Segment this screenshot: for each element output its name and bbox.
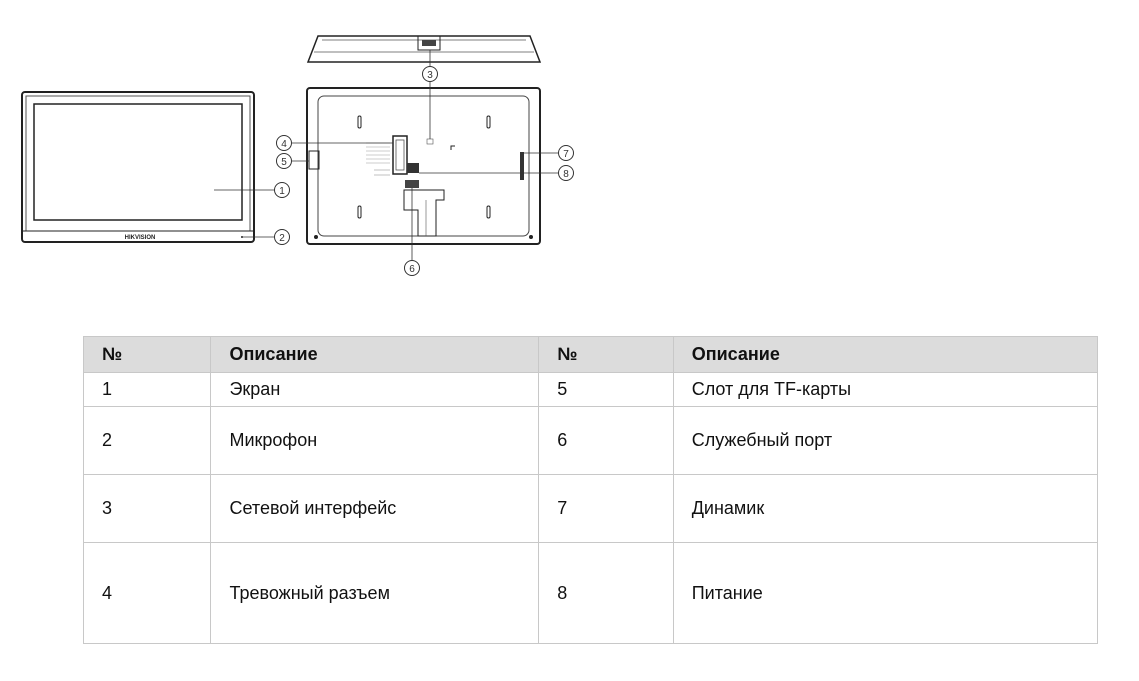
table-header-row: [84, 337, 1098, 373]
callout-3: 3: [427, 70, 433, 81]
header-description-1: Описание: [211, 337, 539, 373]
callout-4: 4: [281, 139, 287, 150]
callout-2: 2: [279, 233, 285, 244]
cell-description: Тревожный разъем: [211, 543, 539, 644]
table-row: [84, 543, 1098, 644]
cell-number: 5: [539, 373, 673, 407]
cell-description: Служебный порт: [673, 407, 1097, 475]
top-view: [308, 36, 540, 66]
cell-number: 2: [84, 407, 211, 475]
callout-8: 8: [563, 169, 569, 180]
cell-number: 8: [539, 543, 673, 644]
back-view: [292, 82, 558, 261]
table-row: [84, 407, 1098, 475]
cell-number: 3: [84, 475, 211, 543]
cell-number: 1: [84, 373, 211, 407]
callout-7: 7: [563, 149, 569, 160]
cell-description: Питание: [673, 543, 1097, 644]
header-number-1: №: [84, 337, 211, 373]
cell-description: Сетевой интерфейс: [211, 475, 539, 543]
cell-description: Экран: [211, 373, 539, 407]
callout-5: 5: [281, 157, 287, 168]
components-table: [83, 336, 1098, 644]
front-view: [22, 92, 274, 242]
header-number-2: №: [539, 337, 673, 373]
cell-description: Динамик: [673, 475, 1097, 543]
callout-6: 6: [409, 264, 415, 275]
device-diagram: [0, 0, 1139, 300]
callout-1: 1: [279, 186, 285, 197]
cell-number: 6: [539, 407, 673, 475]
cell-description: Микрофон: [211, 407, 539, 475]
header-description-2: Описание: [673, 337, 1097, 373]
table-row: [84, 373, 1098, 407]
cell-number: 4: [84, 543, 211, 644]
table-row: [84, 475, 1098, 543]
brand-logo: HIKVISION: [124, 235, 156, 241]
cell-description: Слот для TF-карты: [673, 373, 1097, 407]
cell-number: 7: [539, 475, 673, 543]
